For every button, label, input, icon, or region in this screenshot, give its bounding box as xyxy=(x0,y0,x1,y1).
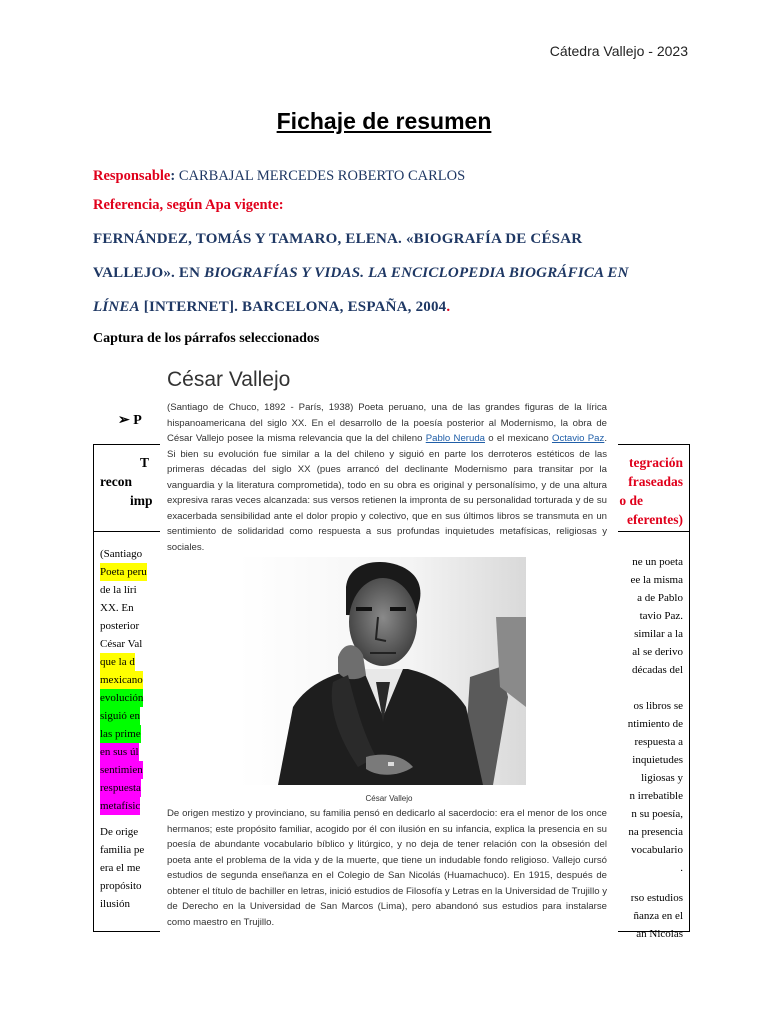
left-text-line: posterior xyxy=(100,620,140,632)
left-text-line: era el me xyxy=(100,862,141,874)
article-text: . Si bien su evolución fue similar a la del chileno y siguió en parte los derroteros estéticos de las primeras décadas del siglo XX (pues arrancó del declinante Modernismo para transitar por la vanguardia y la literatura comprometida), todo en su obra es original y personalísimo, y de una altura expresiva raras veces alcanzada: sus versos retienen la impronta de su personalidad torturada y de su exacerbada sensibilidad ante el dolor propio y colectivo, que en sus últimos libros se transmuta en un sentimiento de solidaridad como respuesta a sus profundas inquietudes metafísicas, religiosas y sociales. xyxy=(167,433,607,553)
header-course-label: Cátedra Vallejo - 2023 xyxy=(549,43,688,59)
left-text-line: (Santiago xyxy=(100,548,143,560)
right-text-line: os libros se xyxy=(633,700,683,712)
reference-line-2a: VALLEJO». EN xyxy=(93,265,205,281)
right-text-line: . xyxy=(680,862,683,874)
responsable-label: Responsable xyxy=(93,168,171,184)
right-text-line: al se derivo xyxy=(632,646,683,658)
left-text-line: De orige xyxy=(100,826,139,838)
right-text-line: an Nicolas xyxy=(636,928,683,940)
reference-line-1: FERNÁNDEZ, TOMÁS Y TAMARO, ELENA. «BIOGRAFÍA DE CÉSAR xyxy=(93,231,583,247)
right-text-line: inquietudes xyxy=(632,754,683,766)
left-text-line: metafísic xyxy=(100,797,140,815)
right-text-line: tavio Paz. xyxy=(639,610,683,622)
vallejo-portrait-photo xyxy=(238,557,526,785)
right-text-line: respuesta a xyxy=(634,736,683,748)
page-title: Fichaje de resumen xyxy=(276,108,492,134)
left-text-line: ilusión xyxy=(100,898,130,910)
responsable-colon: : xyxy=(170,168,179,184)
right-text-line: vocabulario xyxy=(631,844,683,856)
left-text-line: sentimien xyxy=(100,761,143,779)
left-text-line: de la líri xyxy=(100,584,137,596)
header-right-line: o de xyxy=(619,493,643,508)
article-paragraph-1 xyxy=(167,400,607,555)
reference-line-2 xyxy=(93,256,653,290)
link-pablo-neruda[interactable]: Pablo Neruda xyxy=(425,433,485,444)
header-left-line: T xyxy=(140,455,150,470)
left-text-line: evolución xyxy=(100,689,143,707)
right-text-line: ligiosas y xyxy=(641,772,683,784)
right-text-line: ne un poeta xyxy=(632,556,683,568)
article-text: o el mexicano xyxy=(485,433,552,444)
responsable-line xyxy=(93,168,653,185)
capture-label: Captura de los párrafos seleccionados xyxy=(93,331,320,346)
right-text-line: ee la misma xyxy=(630,574,683,586)
right-text-line: a de Pablo xyxy=(637,592,683,604)
right-text-line: décadas del xyxy=(632,664,683,676)
left-text-line: que la d xyxy=(100,653,135,671)
left-text-line: siguió en xyxy=(100,707,140,725)
header-left-line: imp xyxy=(130,493,153,508)
reference-citation xyxy=(93,222,653,324)
reference-line-3 xyxy=(93,290,653,324)
article-title: César Vallejo xyxy=(167,368,291,391)
header-right-line: tegración xyxy=(629,455,683,470)
article-paragraph-2: De origen mestizo y provinciano, su familia pensó en dedicarlo al sacerdocio: era el menor de los once hermanos; este propósito familiar, acogido por él con ilusión en su infancia, explica la presencia en su poesía de abundante vocabulario bíblico y litúrgico, y no deja de tener relación con la obsesión del poeta ante el problema de la vida y de la muerte, que tiene un indudable fondo religioso. Vallejo cursó estudios de segunda enseñanza en el Colegio de San Nicolás (Huamachuco). En 1915, después de obtener el título de bachiller en letras, inició estudios de Filosofía y Letras en la Universidad de Trujillo y de Derecho en la Universidad de San Marcos (Lima), pero abandonó sus estudios para instalarse como maestro en Trujillo. xyxy=(167,808,607,928)
left-text-line: Poeta peru xyxy=(100,563,147,581)
reference-line-3b: [INTERNET]. BARCELONA, ESPAÑA, 2004 xyxy=(139,299,447,315)
right-text-line: n su poesía, xyxy=(631,808,683,820)
left-text-line: respuesta xyxy=(100,779,141,797)
reference-line-3a: LÍNEA xyxy=(93,299,140,315)
reference-line-3c: . xyxy=(446,299,451,315)
left-text-line: César Val xyxy=(100,638,143,650)
responsable-value: CARBAJAL MERCEDES ROBERTO CARLOS xyxy=(178,168,466,184)
photo-caption: César Vallejo xyxy=(365,794,413,803)
header-left-line: recon xyxy=(100,474,132,489)
header-right-line: eferentes) xyxy=(627,512,683,527)
header-right-line: fraseadas xyxy=(628,474,683,489)
referencia-label: Referencia, según Apa vigente: xyxy=(93,197,284,213)
left-text-line: propósito xyxy=(100,880,142,892)
right-text-line: similar a la xyxy=(634,628,683,640)
section-bullet: ➢ P xyxy=(118,413,142,428)
left-text-line: XX. En xyxy=(100,602,134,614)
left-text-line: mexicano xyxy=(100,671,143,689)
captured-article-image xyxy=(160,362,618,938)
right-text-line: n irrebatible xyxy=(629,790,683,802)
left-text-line: familia pe xyxy=(100,844,145,856)
portrait-photo-drawing xyxy=(238,557,526,785)
reference-line-2b: BIOGRAFÍAS Y VIDAS. LA ENCICLOPEDIA BIOGRÁFICA EN xyxy=(204,265,629,281)
left-text-line: las prime xyxy=(100,725,141,743)
right-text-line: ñanza en el xyxy=(633,910,683,922)
right-text-line: rso estudios xyxy=(630,892,683,904)
right-text-line: ntimiento de xyxy=(627,718,683,730)
left-text-line: en sus úl xyxy=(100,743,139,761)
right-text-line: na presencia xyxy=(628,826,683,838)
link-octavio-paz[interactable]: Octavio Paz xyxy=(551,433,605,444)
article-text: (Santiago de Chuco, 1892 - París, 1938) Poeta peruano, una de las grandes figuras de la lírica hispanoamericana del siglo XX. En el desarrollo de la poesía posterior al Modernismo, la obra de César Vallejo posee la misma relevancia que la del chileno xyxy=(167,402,607,444)
